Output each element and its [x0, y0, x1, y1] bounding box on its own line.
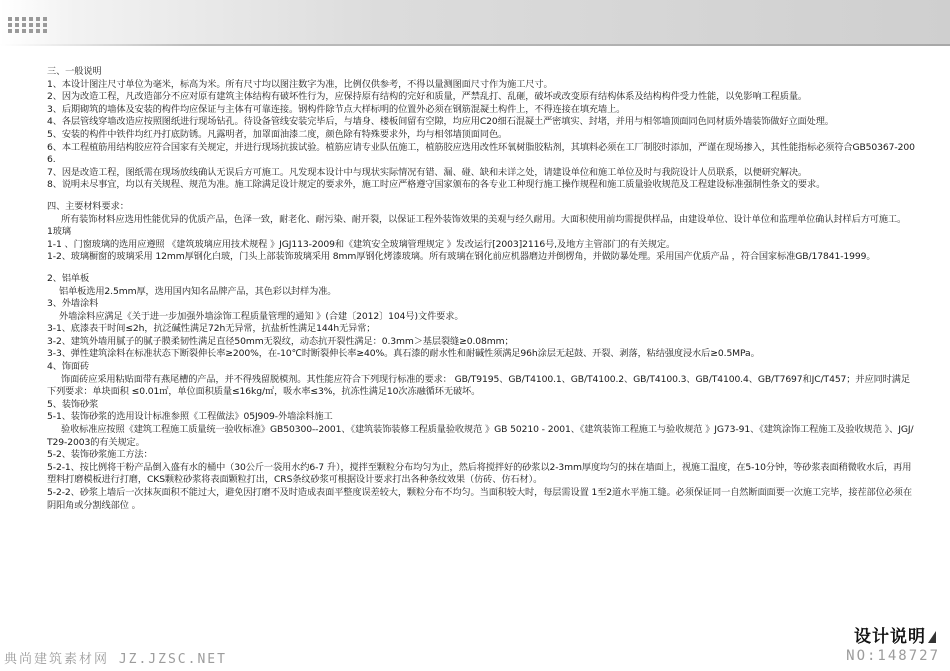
general-item-6: 6、本工程植筋用结构胶应符合国家有关规定，并进行现场抗拔试验。植筋应请专业队伍施工，植筋胶应选用改性环氧树脂胶粘剂，其填料必须在工厂制胶时添加，严谨在现场掺入，其性能指标必须符合GB50367-2006. [47, 141, 915, 166]
paint-item-3: 3-3、弹性建筑涂料在标准状态下断裂伸长率≥200%，在-10℃时断裂伸长率≥40%。真石漆的耐水性和耐碱性须满足96h涂层无起鼓、开裂、剥落，粘结强度浸水后≥0.5MPa。 [47, 348, 760, 360]
mortar-item-1: 5-1、装饰砂浆的选用设计标准参照《工程做法》05J909-外墙涂料施工 [47, 411, 333, 423]
header-rule [0, 44, 950, 46]
general-item-3: 3、后期砌筑的墙体及安装的构件均应保证与主体有可靠连接。钢构件除节点大样标明的位置外必须在钢筋混凝土构件上，不得连接在填充墙上。 [47, 103, 626, 115]
watermark-right: NO:148727 [846, 648, 940, 664]
paint-title: 3、外墙涂料 [47, 298, 99, 310]
mortar-title: 5、装饰砂浆 [47, 398, 99, 410]
glass-title: 1玻璃 [47, 226, 71, 238]
mortar-method-title: 5-2、装饰砂浆施工方法： [47, 449, 153, 461]
general-item-4: 4、各层管线穿墙改造应按照图纸进行现场钻孔。待设备管线安装完毕后，与墙身、楼板间留有空隙，均应用C20细石混凝土严密填实、封堵，并用与相邻墙顶面同色同材质外墙装饰做好立面处理。 [47, 116, 834, 128]
dot-grid-icon [8, 17, 48, 35]
general-item-2: 2、因为改造工程，凡改造部分不应对原有建筑主体结构有破坏性行为，应保持原有结构的完好和质量，严禁乱打、乱砸，破坏或改变原有结构体系及结构构件受力性能，以免影响工程质量。 [47, 91, 808, 103]
watermark-left: 典尚建筑素材网 JZ.JZSC.NET [4, 652, 227, 667]
header-band [0, 0, 950, 44]
glass-item-2: 1-2、玻璃橱窗的玻璃采用 12mm厚钢化白玻，门头上部装饰玻璃采用 8mm厚钢化烤漆玻璃。所有玻璃在钢化前应机器磨边并倒楞角，并做防暴处理。采用国产优质产品 ，符合国家标准GB/17841-1999。 [47, 251, 876, 263]
general-item-7: 7、因是改造工程，图纸需在现场放线确认无误后方可施工。凡发现本设计中与现状实际情况有错、漏、碰、缺和未详之处，请建设单位和施工单位及时与我院设计人员联系，以便研究解决。 [47, 166, 808, 178]
corner-mark-icon [928, 631, 936, 643]
document-body [47, 66, 915, 512]
mortar-method-1: 5-2-1、按比例将干粉产品倒入盛有水的桶中（30公斤一袋用水约6-7 升），搅拌至颗粒分布均匀为止，然后将搅拌好的砂浆以2-3mm厚度均匀的抹在墙面上，视施工温度，在5-10分钟，等砂浆表面稍微收水后，再用塑料打磨模板进行打磨，CKS颗粒砂浆将表面颗粒打出，CRS条纹砂浆可根据设计要求打出各种条纹效果（仿砖、仿石材）。 [47, 461, 912, 486]
glass-item-1: 1-1 、门窗玻璃的选用应遵照 《建筑玻璃应用技术规程 》JGJ113-2009和《建筑安全玻璃管理规定 》发改运行[2003]2116号,及地方主管部门的有关规定。 [47, 238, 676, 250]
aluminum-title: 2、铝单板 [47, 272, 90, 284]
paint-item-1: 3-1、底漆表干时间≤2h，抗泛碱性满足72h无异常，抗盐析性满足144h无异常； [47, 323, 376, 335]
section-heading-general: 三、一般说明 [47, 66, 102, 77]
general-item-8: 8、说明未尽事宜，均以有关规程、规范为准。施工除满足设计规定的要求外，施工时应严格遵守国家颁布的各专业工种现行施工操作规程和施工质量验收规范及工程建设标准强制性条文的要求。 [47, 179, 826, 191]
tile-text: 饰面砖应采用粘贴面带有燕尾槽的产品，并不得残留脱模剂。其性能应符合下列现行标准的要求： GB/T9195、GB/T4100.1、GB/T4100.2、GB/T4100.3、GB/T4100.4、GB/T7697和JC/T457；并应同时满足下列要求：单块面积 ≤0.01㎡，单位面积质量≤16kg/㎡，吸水率≤3%，抗冻性满足10次冻融循环无破坏。 [47, 373, 910, 398]
aluminum-text: 铝单板选用2.5mm厚，选用国内知名品牌产品，其色彩以封样为准。 [59, 285, 337, 297]
mortar-method-2: 5-2-2、砂浆上墙后一次抹灰面积不能过大，避免因打磨不及时造成表面平整度误差较大，颗粒分布不均匀。当面积较大时，每层需设置 1至2道水平施工缝。必须保证同一自然断面面要一次施工完毕，接茬部位必须在阴阳角或分割线部位 。 [47, 487, 912, 511]
section-heading-materials: 四、主要材料要求： [47, 200, 129, 212]
paint-text: 外墙涂料应满足《关于进一步加强外墙涂饰工程质量管理的通知 》(合建〔2012〕104号)文件要求。 [59, 310, 464, 322]
tile-title: 4、饰面砖 [47, 361, 90, 373]
paint-item-2: 3-2、建筑外墙用腻子的腻子膜柔韧性满足直径50mm无裂纹，动态抗开裂性满足：0.3mm＞基层裂缝≥0.08mm； [47, 335, 514, 347]
mortar-item-1-standards: 验收标准应按照《建筑工程施工质量统一验收标准》GB50300--2001、《建筑装饰装修工程质量验收规范 》GB 50210 - 2001、《建筑装饰工程施工与验收规范 》JG73-91、《建筑涂饰工程施工及验收规范 》、JGJ/T29-2003的有关规定。 [47, 424, 914, 448]
general-item-5: 5、安装的构件中铁件均红丹打底防锈。凡露明者，加罩面油漆二度，颜色除有特殊要求外，均与相邻墙顶面同色。 [47, 128, 508, 140]
general-item-1: 1、本设计图注尺寸单位为毫米，标高为米。所有尺寸均以图注数字为准，比例仅供参考，不得以量测图面尺寸作为施工尺寸。 [47, 78, 553, 90]
page-title: 设计说明 [854, 622, 936, 647]
materials-intro: 所有装饰材料应选用性能优异的优质产品，色泽一致，耐老化、耐污染、耐开裂，以保证工程外装饰效果的美观与经久耐用。大面积使用前均需提供样品，由建设单位、设计单位和监理单位确认封样后方可施工。 [61, 213, 907, 225]
